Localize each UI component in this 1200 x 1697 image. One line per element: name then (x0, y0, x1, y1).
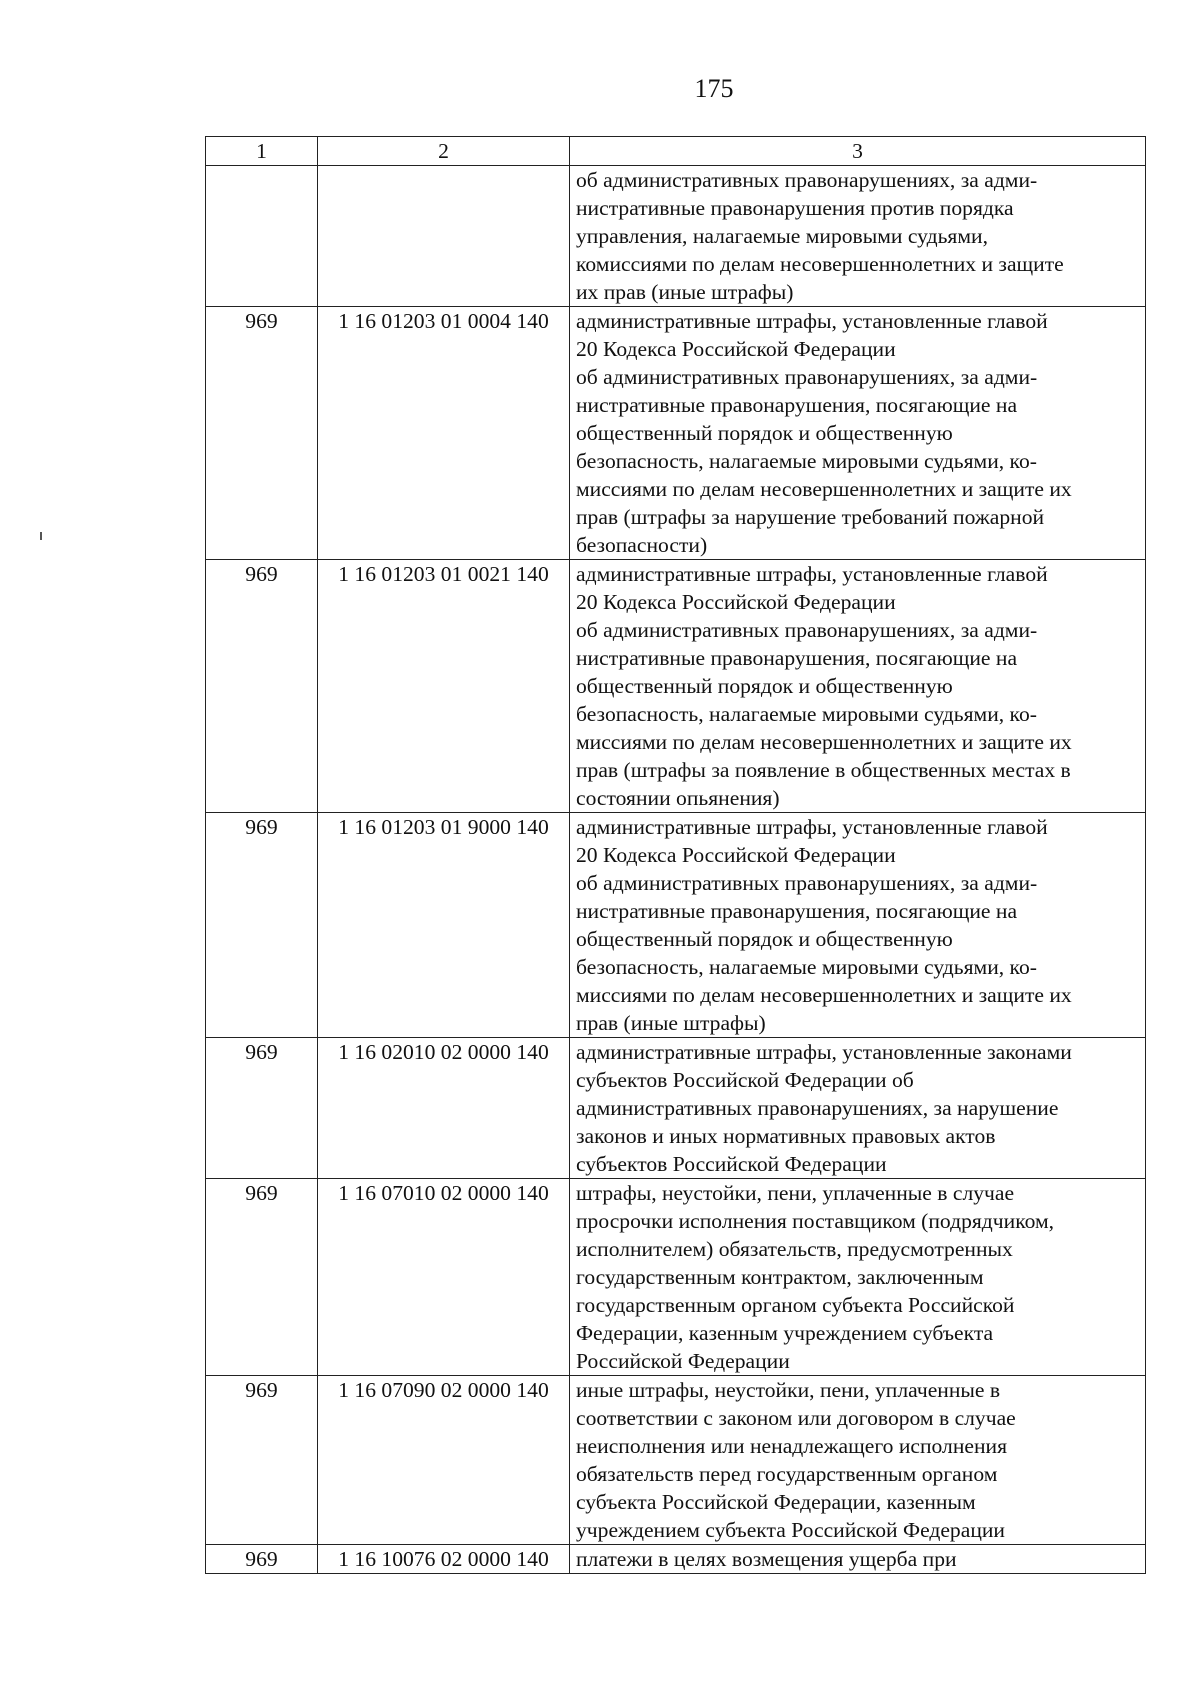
description-cell (570, 307, 1146, 560)
description-line: управления, налагаемые мировыми судьями, (576, 224, 988, 248)
description-line: государственным контрактом, заключенным (576, 1265, 984, 1289)
description-line: субъектов Российской Федерации об (576, 1068, 914, 1092)
description-line: законов и иных нормативных правовых актов (576, 1124, 996, 1148)
description-line: штрафы, неустойки, пени, уплаченные в случае (576, 1181, 1015, 1205)
admin-code-cell: 969 (206, 813, 318, 1038)
kbk-code-cell: 1 16 07090 02 0000 140 (318, 1376, 570, 1545)
description-line: исполнителем) обязательств, предусмотренных (576, 1237, 1013, 1261)
description-cell (570, 1545, 1146, 1574)
column-header-1: 1 (206, 137, 318, 166)
kbk-code-cell: 1 16 01203 01 0021 140 (318, 560, 570, 813)
description-line: безопасности) (576, 533, 708, 557)
kbk-code-cell: 1 16 07010 02 0000 140 (318, 1179, 570, 1376)
description-line: просрочки исполнения поставщиком (подрядчиком, (576, 1209, 1055, 1233)
column-header-2: 2 (318, 137, 570, 166)
table-body (206, 166, 1146, 1574)
kbk-code-cell: 1 16 01203 01 0004 140 (318, 307, 570, 560)
description-line: безопасность, налагаемые мировыми судьями, ко- (576, 449, 1037, 473)
description-line: миссиями по делам несовершеннолетних и защите их (576, 983, 1072, 1007)
description-line: административные штрафы, установленные главой (576, 562, 1048, 586)
table-row (206, 1545, 1146, 1574)
table-row (206, 1038, 1146, 1179)
admin-code-cell: 969 (206, 1376, 318, 1545)
table-row (206, 1179, 1146, 1376)
table-row (206, 560, 1146, 813)
admin-code-cell: 969 (206, 1179, 318, 1376)
column-header-3: 3 (570, 137, 1146, 166)
description-cell (570, 813, 1146, 1038)
description-line: прав (иные штрафы) (576, 1011, 766, 1035)
description-cell (570, 560, 1146, 813)
description-cell (570, 166, 1146, 307)
admin-code-cell: 969 (206, 560, 318, 813)
description-line: государственным органом субъекта Российской (576, 1293, 1015, 1317)
kbk-code-cell (318, 166, 570, 307)
description-line: субъекта Российской Федерации, казенным (576, 1490, 976, 1514)
description-line: миссиями по делам несовершеннолетних и защите их (576, 477, 1072, 501)
table-row (206, 166, 1146, 307)
description-cell (570, 1179, 1146, 1376)
description-line: субъектов Российской Федерации (576, 1152, 887, 1176)
scan-mark (40, 532, 42, 540)
description-line: учреждением субъекта Российской Федерации (576, 1518, 1005, 1542)
description-line: миссиями по делам несовершеннолетних и защите их (576, 730, 1072, 754)
kbk-code-cell: 1 16 01203 01 9000 140 (318, 813, 570, 1038)
description-line: общественный порядок и общественную (576, 927, 953, 951)
description-line: общественный порядок и общественную (576, 421, 953, 445)
description-line: об административных правонарушениях, за адми- (576, 871, 1038, 895)
kbk-code-cell: 1 16 02010 02 0000 140 (318, 1038, 570, 1179)
description-line: платежи в целях возмещения ущерба при (576, 1547, 957, 1571)
description-line: 20 Кодекса Российской Федерации (576, 590, 896, 614)
table-row (206, 813, 1146, 1038)
description-line: административных правонарушениях, за нарушение (576, 1096, 1059, 1120)
description-line: безопасность, налагаемые мировыми судьями, ко- (576, 955, 1037, 979)
description-line: состоянии опьянения) (576, 786, 780, 810)
description-cell (570, 1038, 1146, 1179)
admin-code-cell: 969 (206, 1038, 318, 1179)
kbk-code-cell: 1 16 10076 02 0000 140 (318, 1545, 570, 1574)
description-line: прав (штрафы за появление в общественных местах в (576, 758, 1071, 782)
admin-code-cell: 969 (206, 1545, 318, 1574)
description-line: административные штрафы, установленные главой (576, 815, 1048, 839)
description-line: об административных правонарушениях, за адми- (576, 618, 1038, 642)
description-line: безопасность, налагаемые мировыми судьями, ко- (576, 702, 1037, 726)
description-cell (570, 1376, 1146, 1545)
description-line: административные штрафы, установленные главой (576, 309, 1048, 333)
description-line: общественный порядок и общественную (576, 674, 953, 698)
table-row (206, 307, 1146, 560)
description-line: нистративные правонарушения против порядка (576, 196, 1014, 220)
description-line: административные штрафы, установленные законами (576, 1040, 1072, 1064)
description-line: 20 Кодекса Российской Федерации (576, 843, 896, 867)
description-line: комиссиями по делам несовершеннолетних и защите (576, 252, 1064, 276)
description-line: прав (штрафы за нарушение требований пожарной (576, 505, 1045, 529)
description-line: об административных правонарушениях, за адми- (576, 168, 1038, 192)
description-line: 20 Кодекса Российской Федерации (576, 337, 896, 361)
description-line: неисполнения или ненадлежащего исполнения (576, 1434, 1008, 1458)
description-line: обязательств перед государственным органом (576, 1462, 998, 1486)
description-line: нистративные правонарушения, посягающие на (576, 393, 1018, 417)
page-number: 175 (694, 74, 734, 103)
table-row (206, 1376, 1146, 1545)
description-line: Российской Федерации (576, 1349, 790, 1373)
description-line: нистративные правонарушения, посягающие на (576, 899, 1018, 923)
budget-classification-table (205, 136, 1146, 1574)
description-line: Федерации, казенным учреждением субъекта (576, 1321, 994, 1345)
admin-code-cell: 969 (206, 307, 318, 560)
description-line: соответствии с законом или договором в случае (576, 1406, 1016, 1430)
description-line: иные штрафы, неустойки, пени, уплаченные в (576, 1378, 1001, 1402)
table-header-row (206, 137, 1146, 166)
admin-code-cell (206, 166, 318, 307)
description-line: их прав (иные штрафы) (576, 280, 794, 304)
description-line: об административных правонарушениях, за адми- (576, 365, 1038, 389)
description-line: нистративные правонарушения, посягающие на (576, 646, 1018, 670)
